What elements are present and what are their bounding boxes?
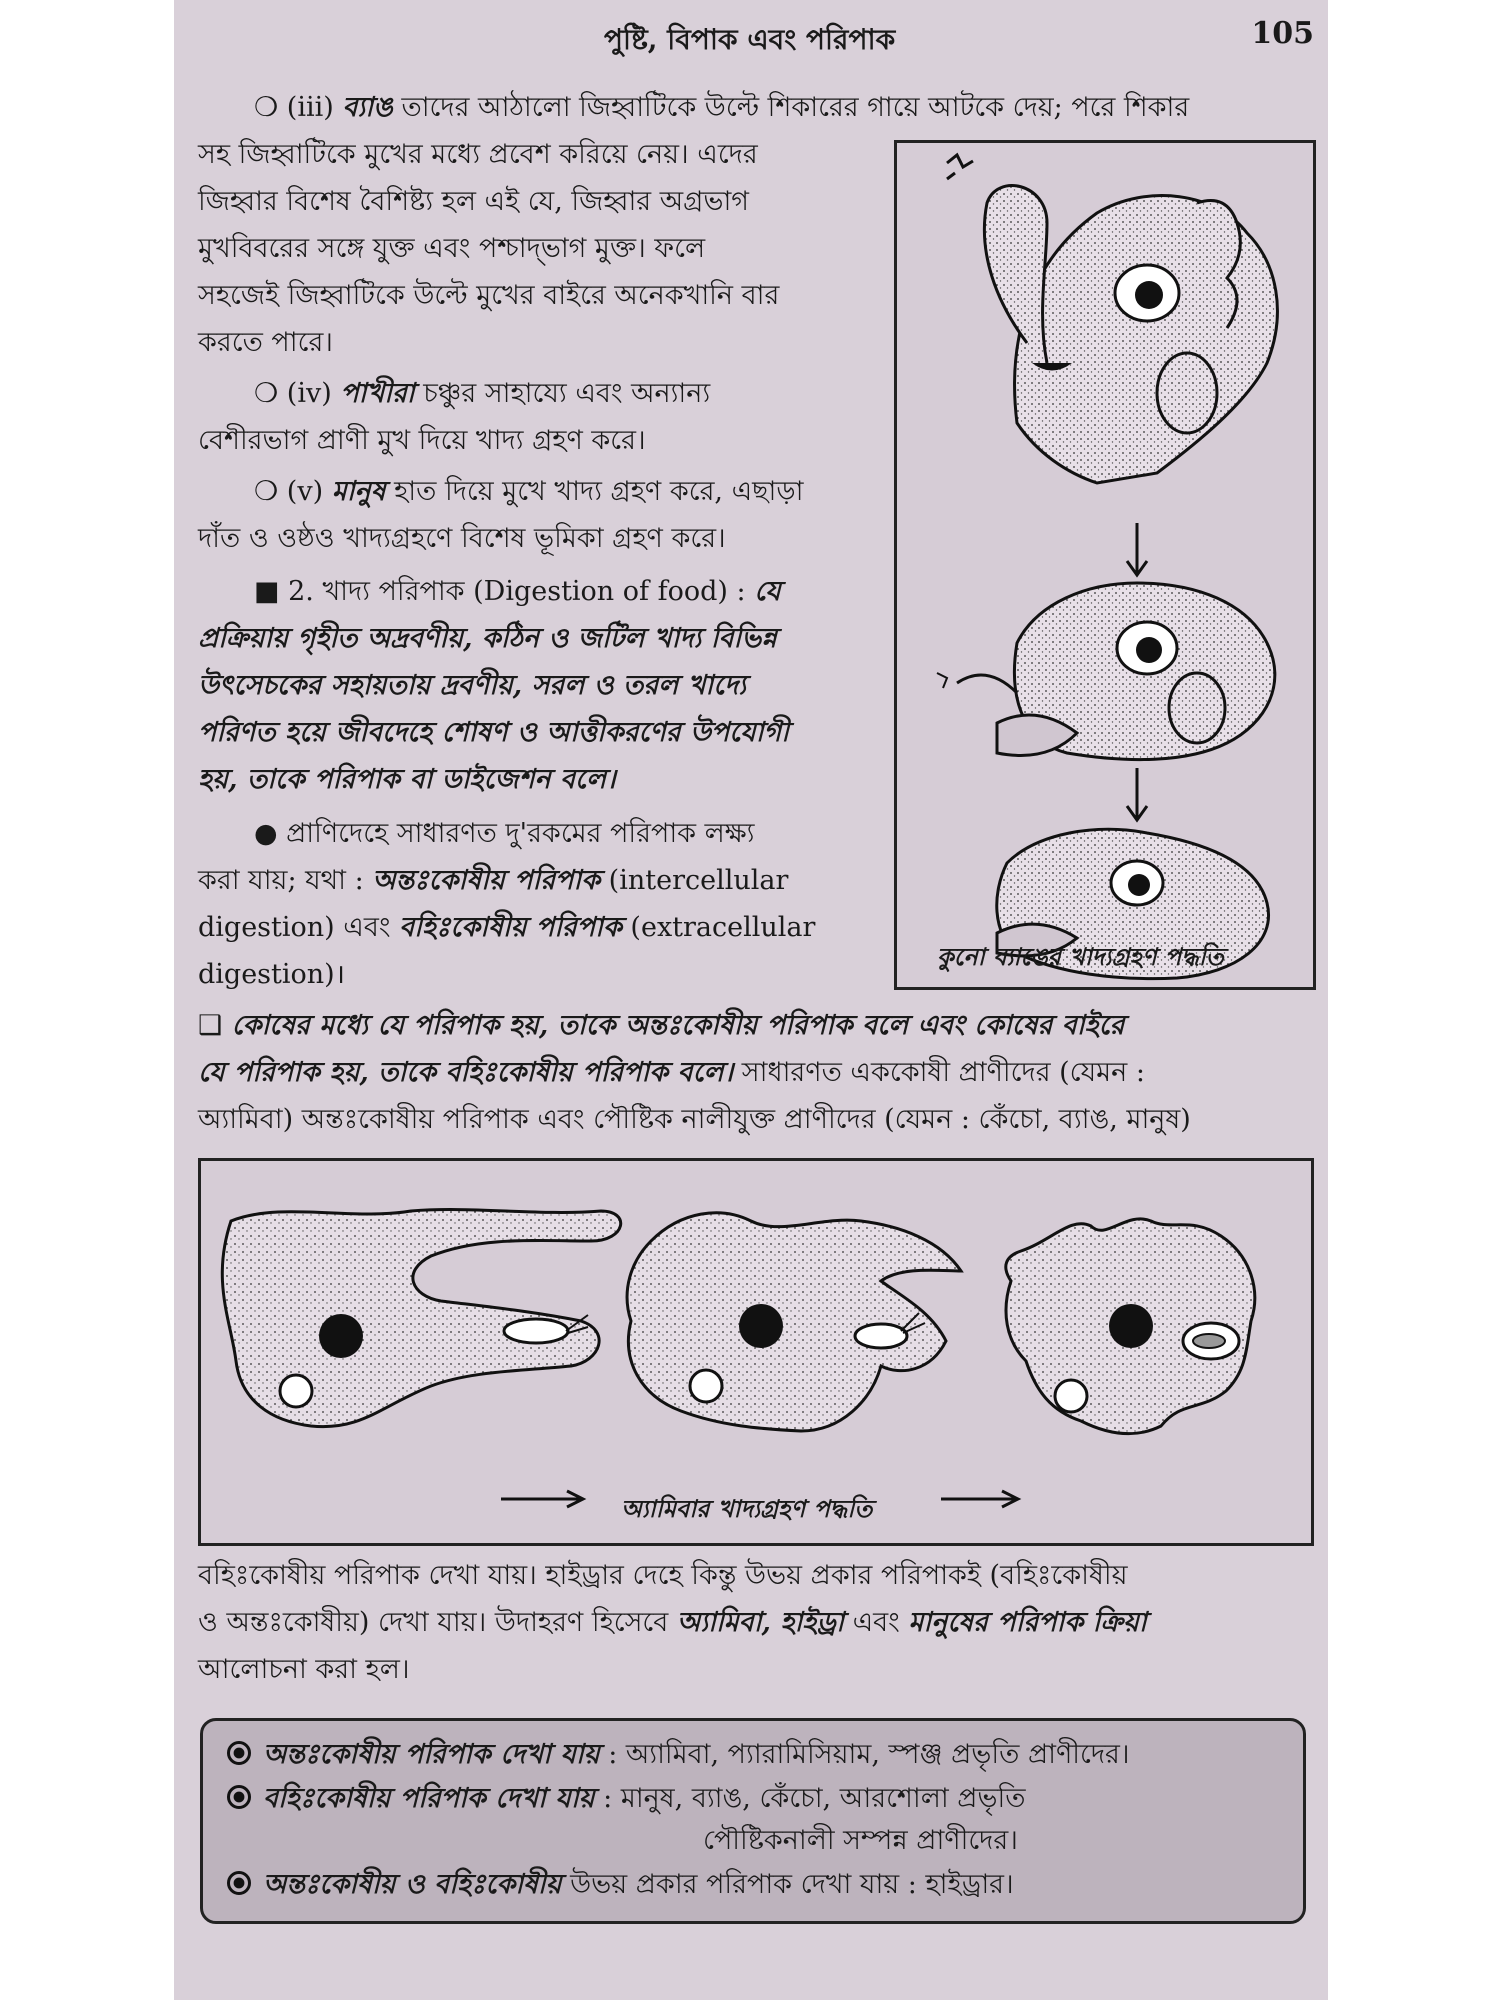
arrow-right-icon	[941, 1491, 1018, 1507]
para-line: আলোচনা করা হল।	[198, 1654, 410, 1685]
term-extracellular: বহিঃকোষীয় পরিপাক	[399, 912, 622, 943]
para-iv	[198, 370, 878, 464]
frog-figure	[894, 140, 1316, 990]
book-page	[174, 0, 1328, 2000]
para-text: প্রাণিদেহে সাধারণত দু'রকমের পরিপাক লক্ষ্য	[277, 818, 755, 849]
emphasis-frog: ব্যাঙ	[342, 92, 393, 123]
amoeba-stage-1	[222, 1210, 620, 1427]
term-intercellular: অন্তঃকোষীয় পরিপাক	[372, 865, 601, 896]
para-text: হাত দিয়ে মুখে খাদ্য গ্রহণ করে, এছাড়া	[385, 476, 804, 507]
amoeba-figure	[198, 1158, 1314, 1546]
para-line: বহিঃকোষীয় পরিপাক দেখা যায়। হাইড্রার দেহে কিন্তু উভয় প্রকার পরিপাকই (বহিঃকোষীয়	[198, 1560, 1128, 1591]
section-marker: ■ 2.	[254, 576, 314, 607]
frog-head-2	[937, 583, 1275, 760]
summary-item-continuation: পৌষ্টিকনালী সম্পন্ন প্রাণীদের।	[703, 1825, 1018, 1856]
summary-heading: বহিঃকোষীয় পরিপাক দেখা যায়	[263, 1783, 595, 1814]
summary-text: : অ্যামিবা, প্যারামিসিয়াম, স্পঞ্জ প্রভৃতি প্রাণীদের।	[599, 1739, 1130, 1770]
para-text: (intercellular	[600, 865, 789, 896]
section-heading: খাদ্য পরিপাক (Digestion of food) :	[313, 576, 755, 607]
definition-text: যে	[754, 576, 781, 607]
para-line	[198, 857, 878, 904]
definition-line: পরিণত হয়ে জীবদেহে শোষণ ও আত্তীকরণের উপযোগী	[198, 717, 789, 748]
summary-item	[227, 1735, 1130, 1775]
emphasis-birds: পাখীরা	[340, 378, 415, 409]
para-line: বেশীরভাগ প্রাণী মুখ দিয়ে খাদ্য গ্রহণ করে।	[198, 425, 646, 456]
checkbox-marker: ❑	[198, 1010, 223, 1041]
para-line: জিহ্বার বিশেষ বৈশিষ্ট্য হল এই যে, জিহ্বার অগ্রভাগ	[198, 186, 749, 217]
para-line	[198, 468, 878, 515]
para-marker: ❍ (v)	[254, 476, 324, 507]
para-text: digestion) এবং	[198, 912, 400, 943]
bullet-icon	[227, 1871, 251, 1895]
para-text: করা যায়; যথা :	[198, 865, 373, 896]
para-line: করতে পারে।	[198, 327, 333, 358]
para-line: সহ জিহ্বাটিকে মুখের মধ্যে প্রবেশ করিয়ে নেয়। এদের	[198, 139, 758, 170]
amoeba-stage-3	[1006, 1219, 1255, 1434]
definition-text: কোষের মধ্যে যে পরিপাক হয়, তাকে অন্তঃকোষীয় পরিপাক বলে এবং কোষের বাইরে	[222, 1010, 1125, 1041]
arrow-down-icon	[1127, 768, 1147, 820]
arrow-down-icon	[1127, 523, 1147, 575]
para-line	[198, 904, 878, 951]
summary-box	[200, 1718, 1306, 1924]
para-line	[198, 568, 878, 615]
para-definitions	[198, 1002, 1308, 1143]
bullet-icon	[227, 1741, 251, 1765]
page-number: 105	[1251, 16, 1314, 51]
amoeba-figure-caption: অ্যামিবার খাদ্যগ্রহণ পদ্ধতি	[621, 1494, 873, 1523]
emphasis-examples: অ্যামিবা, হাইড্রা	[676, 1607, 845, 1638]
para-after	[198, 1552, 1308, 1693]
bullet-icon	[227, 1785, 251, 1809]
para-types	[198, 810, 878, 998]
frog-illustration	[897, 143, 1313, 987]
emphasis-human-digestion: মানুষের পরিপাক ক্রিয়া	[908, 1607, 1147, 1638]
para-line: digestion)।	[198, 959, 345, 990]
para-line: সহজেই জিহ্বাটিকে উল্টে মুখের বাইরে অনেকখানি বার	[198, 280, 780, 311]
para-text: তাদের আঠালো জিহ্বাটিকে উল্টে শিকারের গায়ে আটকে দেয়; পরে শিকার	[392, 92, 1190, 123]
page-header-title: পুষ্টি, বিপাক এবং পরিপাক	[604, 23, 896, 56]
definition-line: প্রক্রিয়ায় গৃহীত অদ্রবণীয়, কঠিন ও জটিল খাদ্য বিভিন্ন	[198, 623, 777, 654]
para-text: (extracellular	[621, 912, 816, 943]
para-text: সাধারণত এককোষী প্রাণীদের (যেমন :	[733, 1057, 1145, 1088]
para-digestion	[198, 568, 878, 803]
emphasis-human: মানুষ	[331, 476, 386, 507]
para-line	[198, 1049, 1308, 1096]
arrow-right-icon	[501, 1491, 583, 1507]
definition-text: যে পরিপাক হয়, তাকে বহিঃকোষীয় পরিপাক বলে।	[198, 1057, 734, 1088]
para-line: অ্যামিবা) অন্তঃকোষীয় পরিপাক এবং পৌষ্টিক নালীযুক্ত প্রাণীদের (যেমন : কেঁচো, ব্যাঙ, মানুষ)	[198, 1104, 1191, 1135]
para-line: মুখবিবরের সঙ্গে যুক্ত এবং পশ্চাদ্‌ভাগ মুক্ত। ফলে	[198, 233, 706, 264]
summary-item	[227, 1865, 1014, 1905]
para-line	[198, 370, 878, 417]
amoeba-illustration	[201, 1161, 1311, 1543]
para-line	[198, 1002, 1308, 1049]
para-text: চঞ্চুর সাহায্যে এবং অন্যান্য	[414, 378, 711, 409]
frog-figure-caption: কুনো ব্যাঙের খাদ্যগ্রহণ পদ্ধতি	[937, 942, 1224, 971]
summary-heading: অন্তঃকোষীয় ও বহিঃকোষীয়	[263, 1869, 562, 1900]
para-marker: ❍ (iii)	[254, 92, 334, 123]
summary-text: : মানুষ, ব্যাঙ, কেঁচো, আরশোলা প্রভৃতি	[594, 1783, 1026, 1814]
summary-heading: অন্তঃকোষীয় পরিপাক দেখা যায়	[263, 1739, 600, 1770]
para-text: ও অন্তঃকোষীয়) দেখা যায়। উদাহরণ হিসেবে	[198, 1607, 677, 1638]
para-v	[198, 468, 878, 562]
para-iii-line1	[254, 84, 1314, 131]
para-marker: ❍ (iv)	[254, 378, 332, 409]
summary-item	[227, 1779, 1026, 1819]
amoeba-stage-2	[627, 1213, 961, 1431]
para-line	[198, 810, 878, 857]
definition-line: হয়, তাকে পরিপাক বা ডাইজেশন বলে।	[198, 764, 616, 795]
para-line: দাঁত ও ওষ্ঠও খাদ্যগ্রহণে বিশেষ ভূমিকা গ্রহণ করে।	[198, 523, 726, 554]
summary-text: উভয় প্রকার পরিপাক দেখা যায় : হাইড্রার।	[561, 1869, 1014, 1900]
frog-head-1	[947, 155, 1277, 483]
definition-line: উৎসেচকের সহায়তায় দ্রবণীয়, সরল ও তরল খাদ্যে	[198, 670, 747, 701]
bullet-marker: ●	[254, 818, 278, 849]
para-iii-body	[198, 131, 878, 366]
para-line	[198, 1599, 1308, 1646]
para-text: এবং	[844, 1607, 909, 1638]
